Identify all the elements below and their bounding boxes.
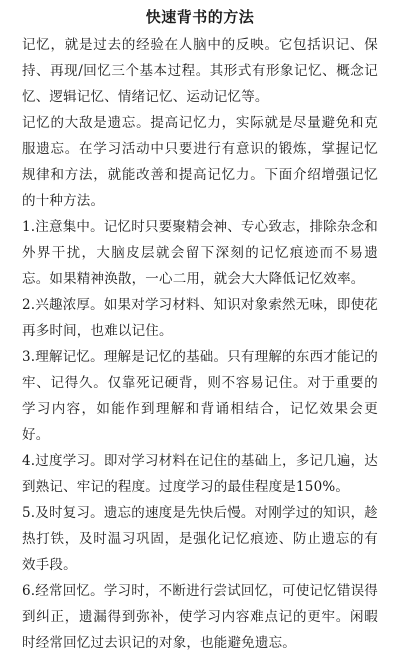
paragraph-method-6: 6.经常回忆。学习时，不断进行尝试回忆，可使记忆错误得到纠正，遗漏得到弥补，使学习内容难点记的更牢。闲暇时经常回忆过去识记的对象，也能避免遗忘。 (22, 583, 378, 651)
paragraph-method-4: 4.过度学习。即对学习材料在记住的基础上，多记几遍，达到熟记、牢记的程度。过度学习的最佳程度是150%。 (22, 453, 378, 495)
paragraph-method-5: 5.及时复习。遗忘的速度是先快后慢。对刚学过的知识，趁热打铁，及时温习巩固，是强化记忆痕迹、防止遗忘的有效手段。 (22, 505, 378, 573)
paragraph-method-2: 2.兴趣浓厚。如果对学习材料、知识对象索然无味，即使花再多时间，也难以记住。 (22, 297, 378, 339)
paragraph-method-1: 1.注意集中。记忆时只要聚精会神、专心致志，排除杂念和外界干扰，大脑皮层就会留下深刻的记忆痕迹而不易遗忘。如果精神涣散，一心二用，就会大大降低记忆效率。 (22, 219, 378, 287)
paragraph-method-3: 3.理解记忆。理解是记忆的基础。只有理解的东西才能记的牢、记得久。仅靠死记硬背，则不容易记住。对于重要的学习内容，如能作到理解和背诵相结合，记忆效果会更好。 (22, 349, 378, 443)
page-title: 快速背书的方法 (145, 8, 255, 26)
paragraph-intro: 记忆，就是过去的经验在人脑中的反映。它包括识记、保持、再现/回忆三个基本过程。其形式有形象记忆、概念记忆、逻辑记忆、情绪记忆、运动记忆等。 (22, 37, 378, 105)
paragraph-forgetting: 记忆的大敌是遗忘。提高记忆力，实际就是尽量避免和克服遗忘。在学习活动中只要进行有意识的锻炼，掌握记忆规律和方法，就能改善和提高记忆力。下面介绍增强记忆的十种方法。 (22, 115, 378, 209)
